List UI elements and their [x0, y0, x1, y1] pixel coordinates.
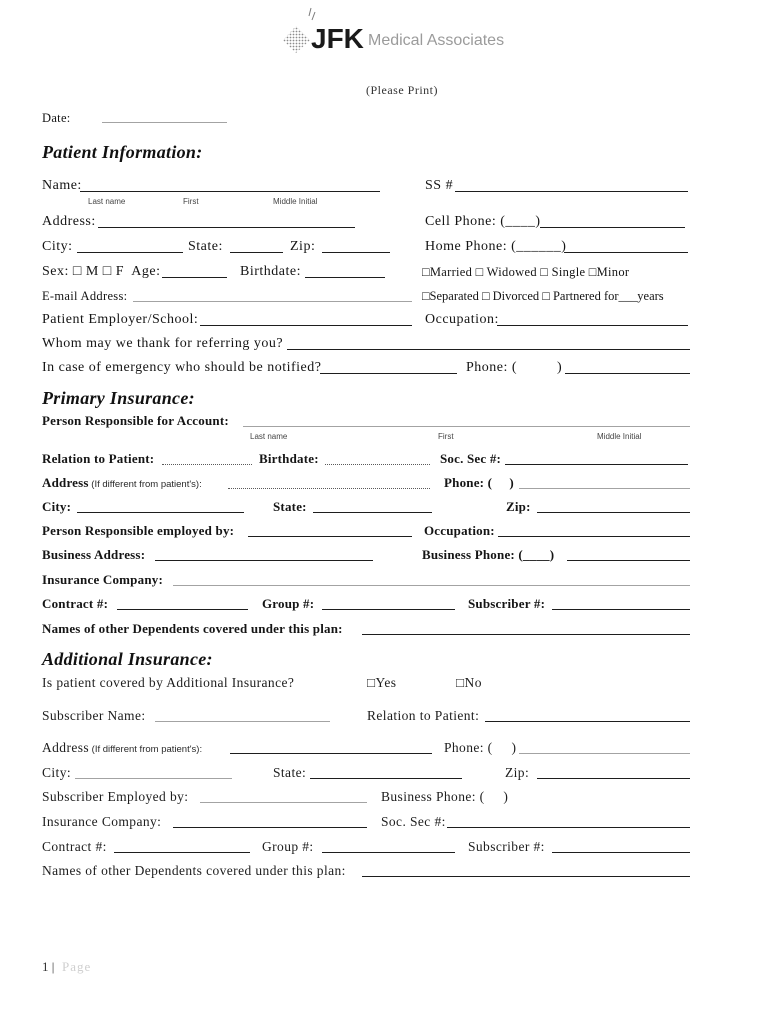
email-label: E-mail Address: [42, 289, 128, 303]
group-line [322, 852, 455, 853]
zip-label: Zip: [290, 239, 316, 254]
address-line [98, 227, 355, 228]
responsible-sub-last: Last name [250, 432, 288, 441]
primary-insurance-heading: Primary Insurance: [42, 388, 195, 408]
zip-label: Zip: [505, 765, 530, 780]
subscriber-label: Subscriber #: [468, 596, 546, 611]
name-line [80, 191, 380, 192]
referral-label: Whom may we thank for referring you? [42, 336, 284, 351]
business-address-label: Business Address: [42, 547, 146, 562]
address-label: Address: [42, 214, 96, 229]
responsible-employer-label: Person Responsible employed by: [42, 523, 235, 538]
occupation-line [498, 536, 690, 537]
birthdate-line [325, 464, 430, 465]
relation-line [485, 721, 690, 722]
phone-line [519, 753, 690, 754]
dependents-line [362, 876, 690, 877]
address-label-text: Address [42, 740, 90, 755]
name-label: Name: [42, 178, 82, 193]
page-number: 1 | [42, 959, 55, 974]
phone-line [519, 488, 690, 489]
group-label: Group #: [262, 596, 315, 611]
relation-label: Relation to Patient: [367, 708, 480, 723]
employer-line [200, 325, 412, 326]
zip-line [537, 778, 690, 779]
soc-sec-line [505, 464, 688, 465]
state-label: State: [273, 499, 307, 514]
phone-label: Phone: ( ) [444, 475, 514, 490]
logo-initials: JFK [311, 23, 364, 54]
patient-information-heading: Patient Information: [42, 142, 203, 162]
emergency-contact-line [320, 373, 457, 374]
age-line [162, 277, 227, 278]
sex-age-label: Sex: □ M □ F Age: [42, 264, 161, 279]
name-sub-middle: Middle Initial [273, 197, 318, 206]
emergency-contact-label: In case of emergency who should be notified? [42, 360, 322, 375]
email-line [133, 301, 412, 302]
city-label: City: [42, 765, 72, 780]
occupation-label: Occupation: [425, 312, 499, 327]
state-label: State: [188, 239, 223, 254]
address-label [42, 475, 202, 493]
dependents-label: Names of other Dependents covered under this plan: [42, 863, 346, 878]
ss-line [455, 191, 688, 192]
address-line [228, 488, 430, 489]
responsible-person-line [243, 426, 690, 427]
group-line [322, 609, 455, 610]
page-word: Page [62, 959, 92, 974]
responsible-sub-middle: Middle Initial [597, 432, 642, 441]
additional-coverage-question: Is patient covered by Additional Insurance? [42, 675, 295, 690]
responsible-employer-line [248, 536, 412, 537]
date-label: Date: [42, 111, 71, 125]
address-line [230, 753, 432, 754]
home-phone-line [564, 252, 688, 253]
zip-line [537, 512, 690, 513]
logo-practice-name: Medical Associates [368, 32, 505, 49]
subscriber-employer-label: Subscriber Employed by: [42, 789, 189, 804]
subscriber-line [552, 852, 690, 853]
subscriber-name-line [155, 721, 330, 722]
referral-line [287, 349, 690, 350]
contract-line [114, 852, 250, 853]
option-yes: □Yes [367, 675, 397, 690]
relation-label: Relation to Patient: [42, 451, 155, 466]
occupation-label: Occupation: [424, 523, 495, 538]
ss-label: SS # [425, 178, 454, 193]
name-sub-last: Last name [88, 197, 126, 206]
contract-line [117, 609, 248, 610]
zip-line [322, 252, 390, 253]
business-phone-label: Business Phone: (____) [422, 547, 555, 562]
address-label-text: Address [42, 475, 89, 490]
state-line [310, 778, 462, 779]
cell-phone-label: Cell Phone: (____) [425, 214, 541, 229]
birthdate-label: Birthdate: [240, 264, 301, 279]
city-label: City: [42, 499, 72, 514]
occupation-line [497, 325, 688, 326]
emergency-phone-line [565, 373, 690, 374]
state-line [313, 512, 432, 513]
address-label [42, 740, 202, 758]
subscriber-label: Subscriber #: [468, 839, 545, 854]
option-no: □No [456, 675, 482, 690]
soc-sec-label: Soc. Sec #: [381, 814, 446, 829]
dependents-label: Names of other Dependents covered under this plan: [42, 621, 343, 636]
date-line [102, 122, 227, 123]
phone-label: Phone: ( ) [444, 740, 517, 755]
responsible-person-label: Person Responsible for Account: [42, 413, 229, 428]
additional-insurance-heading: Additional Insurance: [42, 649, 213, 669]
cell-phone-line [540, 227, 685, 228]
name-sub-first: First [183, 197, 199, 206]
address-note: (If different from patient's): [89, 744, 203, 755]
subscriber-name-label: Subscriber Name: [42, 708, 146, 723]
insurance-company-label: Insurance Company: [42, 814, 162, 829]
insurance-company-line [173, 585, 690, 586]
contract-label: Contract #: [42, 596, 109, 611]
soc-sec-line [447, 827, 690, 828]
marital-status-options-2: □Separated □ Divorced □ Partnered for___years [422, 289, 664, 303]
city-line [75, 778, 232, 779]
responsible-sub-first: First [438, 432, 454, 441]
group-label: Group #: [262, 839, 314, 854]
subscriber-employer-line [200, 802, 367, 803]
dependents-line [362, 634, 690, 635]
state-line [230, 252, 283, 253]
business-phone-label: Business Phone: ( ) [381, 789, 509, 804]
city-line [77, 512, 244, 513]
contract-label: Contract #: [42, 839, 107, 854]
home-phone-label: Home Phone: (______) [425, 239, 567, 254]
business-address-line [155, 560, 373, 561]
insurance-company-label: Insurance Company: [42, 572, 163, 587]
please-print-instruction: (Please Print) [366, 83, 438, 97]
address-note: (If different from patient's): [88, 479, 202, 490]
marital-status-options-1: □Married □ Widowed □ Single □Minor [422, 265, 630, 279]
subscriber-line [552, 609, 690, 610]
employer-label: Patient Employer/School: [42, 312, 199, 327]
birthdate-label: Birthdate: [259, 451, 319, 466]
state-label: State: [273, 765, 307, 780]
zip-label: Zip: [506, 499, 531, 514]
emergency-phone-label: Phone: ( ) [466, 360, 563, 375]
soc-sec-label: Soc. Sec #: [440, 451, 502, 466]
business-phone-line [567, 560, 690, 561]
relation-line [162, 464, 252, 465]
insurance-company-line [173, 827, 367, 828]
city-line [77, 252, 183, 253]
birthdate-line [305, 277, 385, 278]
city-label: City: [42, 239, 73, 254]
